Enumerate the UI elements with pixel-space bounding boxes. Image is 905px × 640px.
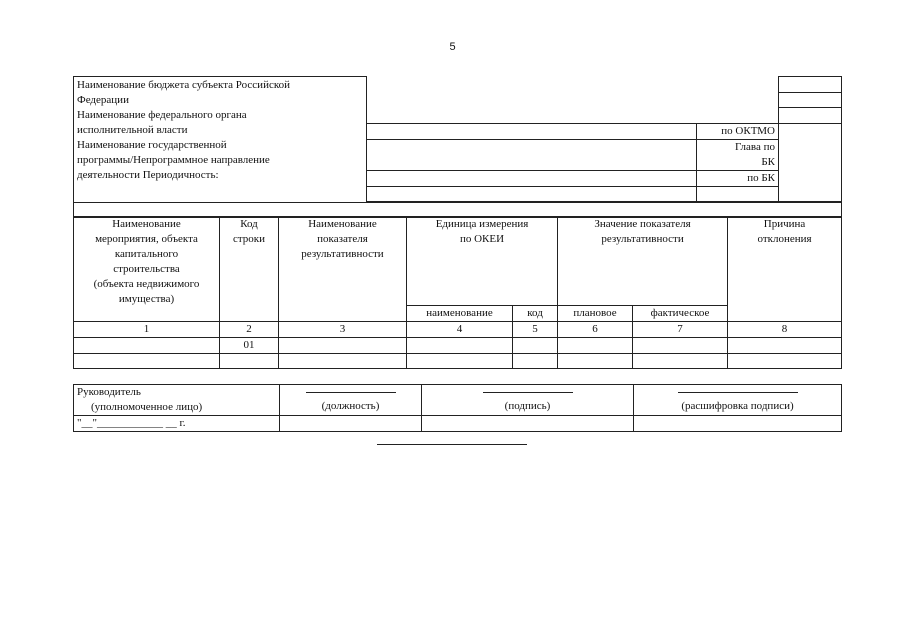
cell[interactable] (513, 354, 558, 369)
budget-value-cell (367, 77, 779, 124)
header-event-name: Наименование мероприятия, объекта капитального строительства (объекта недвижимого имущества) (74, 217, 220, 322)
date-extra-cell-3 (634, 416, 842, 432)
program-value-cell (367, 139, 697, 170)
cell[interactable] (220, 354, 279, 369)
cell[interactable] (728, 338, 842, 354)
oktmo-label: по ОКТМО (697, 123, 779, 139)
header-unit-code: код (513, 306, 558, 322)
code-cell-4 (779, 123, 842, 201)
code-cell-2 (779, 92, 842, 108)
decoding-cell[interactable] (634, 385, 842, 416)
cell[interactable] (633, 354, 728, 369)
cell[interactable] (558, 354, 633, 369)
signature-cell[interactable] (422, 385, 634, 416)
col-num-1: 1 (74, 322, 220, 338)
fed-org-label: Наименование федерального органа (77, 109, 247, 121)
cell[interactable] (279, 354, 407, 369)
position-label: (должность) (321, 400, 380, 412)
cell[interactable] (407, 338, 513, 354)
program-label: Наименование государственной (77, 139, 227, 151)
header-value-group: Значение показателя результативности (558, 217, 728, 306)
signature-label: (подпись) (504, 400, 551, 412)
periodicity-extra-cell (697, 186, 779, 201)
col-num-3: 3 (279, 322, 407, 338)
fed-org-value-cell (367, 123, 697, 139)
header-planned: плановое (558, 306, 633, 322)
page-number: 5 (449, 41, 456, 53)
bk-label: по БК (697, 170, 779, 186)
cell[interactable] (74, 354, 220, 369)
code-cell-1 (779, 77, 842, 93)
budget-label-cont: Федерации (77, 94, 129, 106)
decoding-label: (расшифровка подписи) (681, 400, 794, 412)
glava-label: Глава по БК (697, 139, 779, 170)
col-num-6: 6 (558, 322, 633, 338)
budget-label: Наименование бюджета субъекта Российской (77, 79, 291, 91)
date-extra-cell-1 (280, 416, 422, 432)
header-spacer-row (74, 202, 842, 217)
header-row-code: Код строки (220, 217, 279, 322)
periodicity-value-cell (367, 186, 697, 201)
cell[interactable] (74, 338, 220, 354)
program-label-cont: программы/Непрограммное направление (77, 154, 270, 166)
authorized-person-label: (уполномоченное лицо) (91, 401, 203, 413)
head-label: Руководитель (77, 386, 141, 398)
fed-org-label-cont: исполнительной власти (77, 124, 188, 136)
header-indicator-name: Наименование показателя результативности (279, 217, 407, 322)
col-num-2: 2 (220, 322, 279, 338)
table-row (74, 354, 842, 369)
header-labels-cell (74, 77, 367, 203)
cell[interactable] (728, 354, 842, 369)
col-num-5: 5 (513, 322, 558, 338)
signature-table (73, 384, 842, 432)
cell[interactable] (407, 354, 513, 369)
cell[interactable] (633, 338, 728, 354)
bk-value-cell (367, 170, 697, 186)
col-num-7: 7 (633, 322, 728, 338)
col-num-4: 4 (407, 322, 513, 338)
header-unit-name: наименование (407, 306, 513, 322)
periodicity-label: деятельности Периодичность: (77, 169, 219, 181)
table-row (74, 338, 842, 354)
position-cell[interactable] (280, 385, 422, 416)
head-label-cell (74, 385, 280, 416)
cell[interactable] (513, 338, 558, 354)
column-number-row (74, 322, 842, 338)
header-deviation-reason: Причина отклонения (728, 217, 842, 322)
header-requisites-table (73, 76, 842, 218)
code-cell-3 (779, 108, 842, 124)
end-divider-line (377, 444, 527, 445)
cell[interactable] (279, 338, 407, 354)
date-line[interactable]: "__"____________ __ г. (74, 416, 280, 432)
header-actual: фактическое (633, 306, 728, 322)
cell[interactable] (558, 338, 633, 354)
col-num-8: 8 (728, 322, 842, 338)
cell-row-code[interactable]: 01 (220, 338, 279, 354)
header-unit-group: Единица измерения по ОКЕИ (407, 217, 558, 306)
date-extra-cell-2 (422, 416, 634, 432)
results-table (73, 216, 842, 369)
